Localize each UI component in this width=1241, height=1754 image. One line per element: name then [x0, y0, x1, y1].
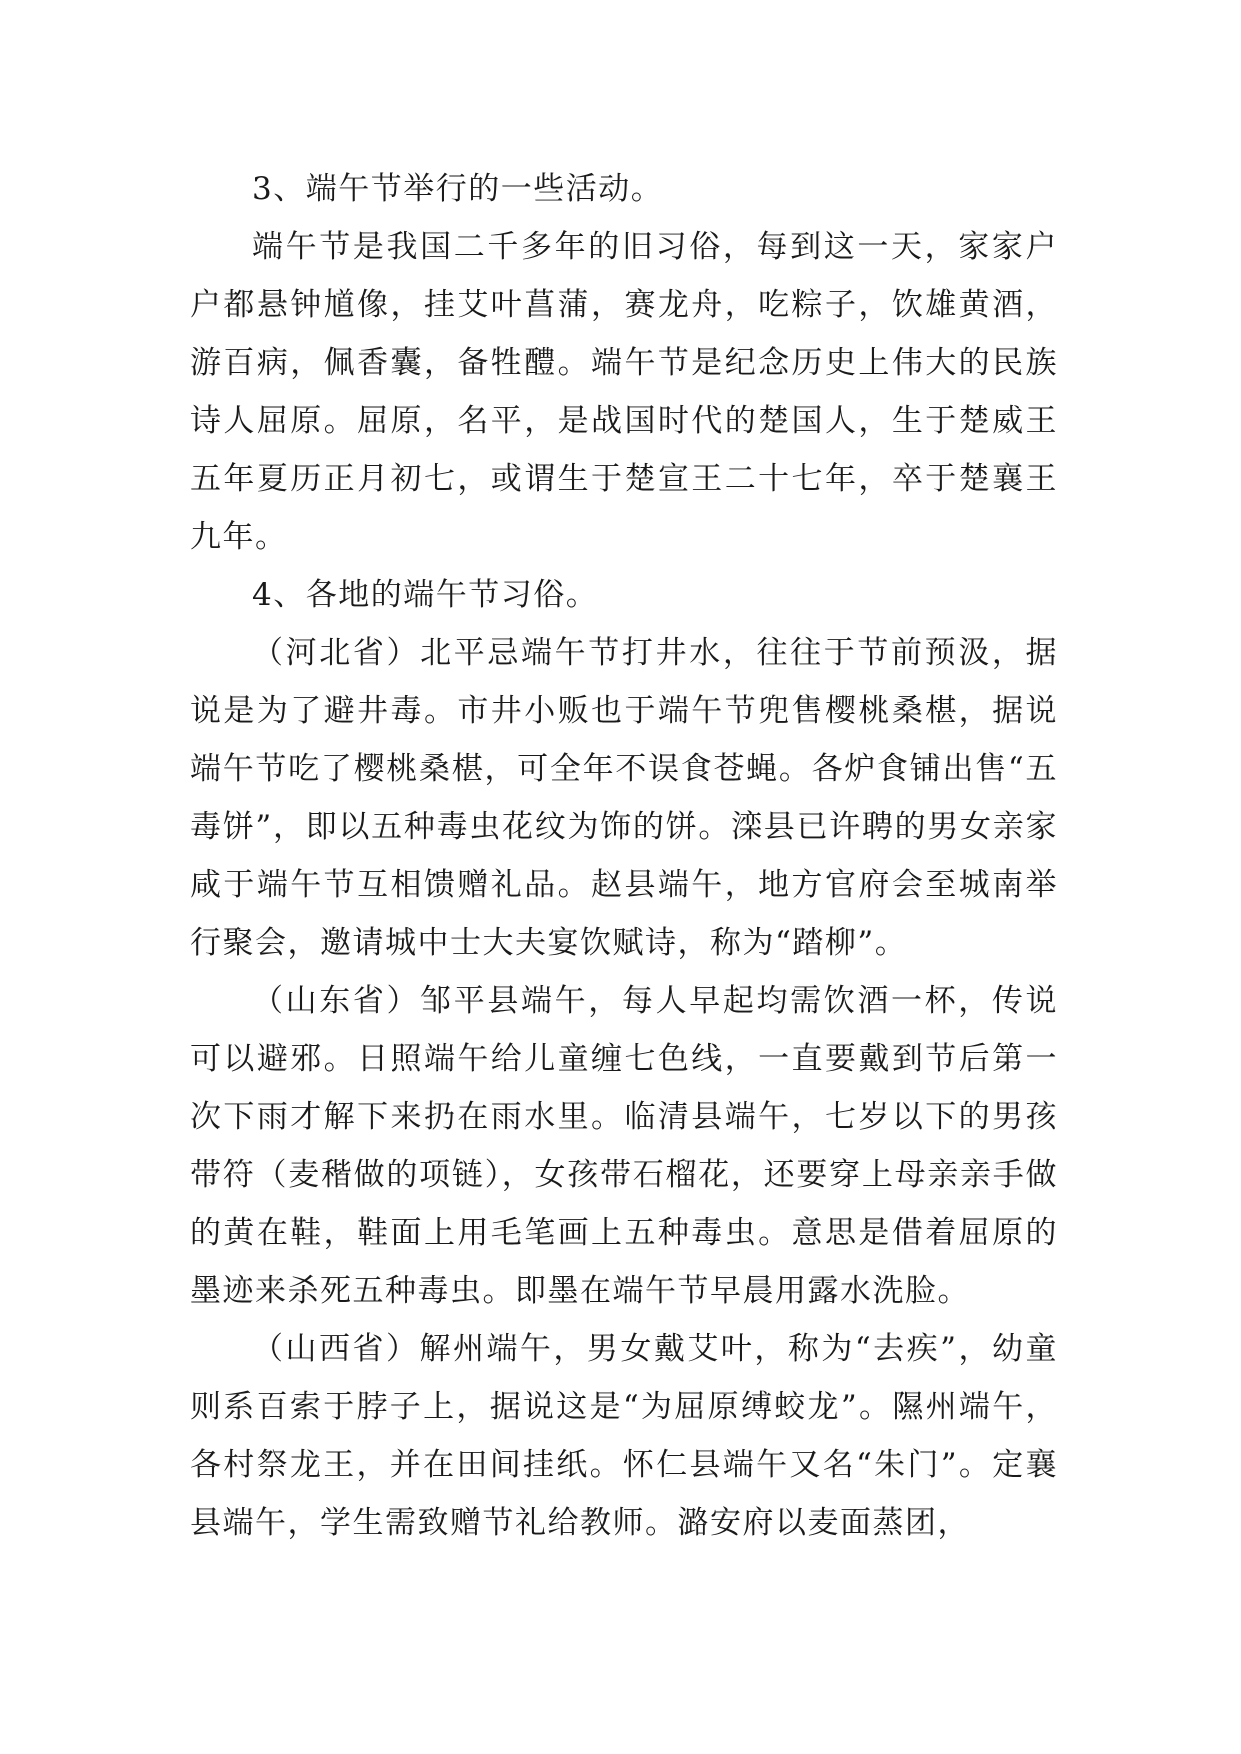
paragraph-hebei: （河北省）北平忌端午节打井水，往往于节前预汲，据说是为了避井毒。市井小贩也于端午节兜售樱桃桑椹，据说端午节吃了樱桃桑椹，可全年不误食苍蝇。各炉食铺出售“五毒饼”，即以五种毒虫花纹为饰的饼。滦县已许聘的男女亲家咸于端午节互相馈赠礼品。赵县端午，地方官府会至城南举行聚会，邀请城中士大夫宴饮赋诗，称为“踏柳”。: [190, 635, 1058, 961]
section-heading-3: 3、端午节举行的一些活动。: [252, 171, 664, 207]
paragraph-dragon-boat-origin: 端午节是我国二千多年的旧习俗，每到这一天，家家户户都悬钟馗像，挂艾叶菖蒲，赛龙舟，吃粽子，饮雄黄酒，游百病，佩香囊，备牲醴。端午节是纪念历史上伟大的民族诗人屈原。屈原，名平，是战国时代的楚国人，生于楚威王五年夏历正月初七，或谓生于楚宣王二十七年，卒于楚襄王九年。: [190, 229, 1058, 555]
paragraph-shanxi: （山西省）解州端午，男女戴艾叶，称为“去疾”，幼童则系百索于脖子上，据说这是“为屈原缚蛟龙”。隰州端午，各村祭龙王，并在田间挂纸。怀仁县端午又名“朱门”。定襄县端午，学生需致赠节礼给教师。潞安府以麦面蒸团，: [190, 1331, 1058, 1541]
section-heading-4: 4、各地的端午节习俗。: [252, 577, 599, 613]
paragraph-shandong: （山东省）邹平县端午，每人早起均需饮酒一杯，传说可以避邪。日照端午给儿童缠七色线，一直要戴到节后第一次下雨才解下来扔在雨水里。临清县端午，七岁以下的男孩带符（麦稭做的项链），女孩带石榴花，还要穿上母亲亲手做的黄在鞋，鞋面上用毛笔画上五种毒虫。意思是借着屈原的墨迹来杀死五种毒虫。即墨在端午节早晨用露水洗脸。: [190, 983, 1058, 1309]
document-body: [190, 160, 1058, 1552]
